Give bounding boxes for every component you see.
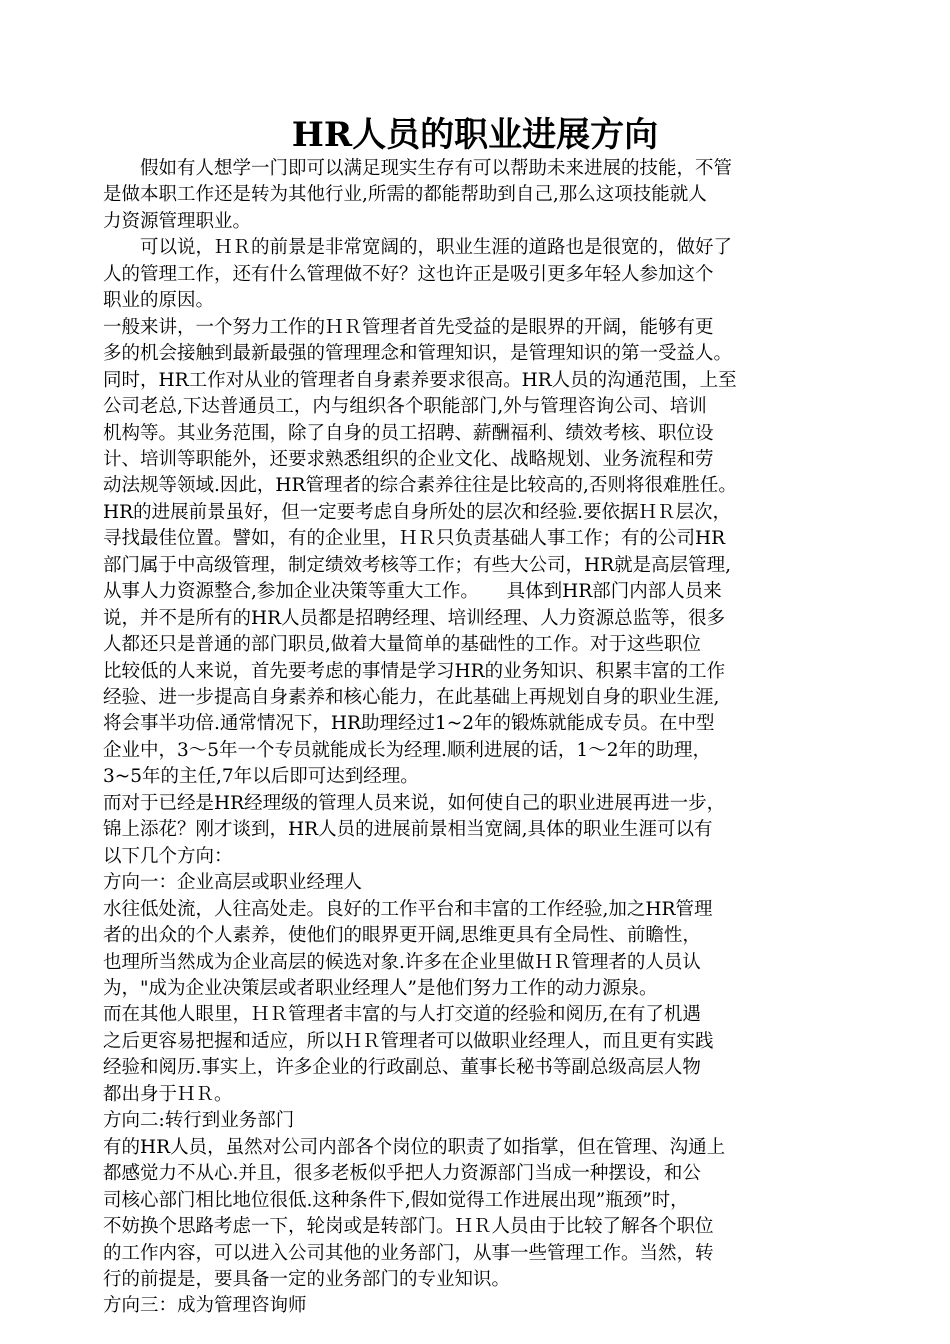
text-line: 水往低处流，人往高处走。良好的工作平台和丰富的工作经验,加之HR管理	[103, 898, 713, 920]
text-line: 人都还只是普通的部门职员,做着大量简单的基础性的工作。对于这些职位	[103, 634, 701, 656]
text-line: 方向二:转行到业务部门	[103, 1110, 295, 1132]
text-line: 比较低的人来说，首先要考虑的事情是学习HR的业务知识、积累丰富的工作	[103, 660, 726, 682]
text-line: 寻找最佳位置。譬如，有的企业里，ＨＲ只负责基础人事工作；有的公司HR	[103, 528, 726, 550]
text-line: 企业中，3～5年一个专员就能成长为经理.顺利进展的话，1～2年的助理，	[103, 739, 711, 761]
text-line: 一般来讲，一个努力工作的ＨＲ管理者首先受益的是眼界的开阔，能够有更	[103, 316, 714, 338]
text-line: 将会事半功倍.通常情况下，HR助理经过1~2年的锻炼就能成专员。在中型	[103, 713, 715, 735]
text-line: 都感觉力不从心.并且，很多老板似乎把人力资源部门当成一种摆设，和公	[103, 1163, 701, 1185]
text-line: 之后更容易把握和适应，所以ＨＲ管理者可以做职业经理人，而且更有实践	[103, 1030, 714, 1052]
text-line: 计、培训等职能外，还要求熟悉组织的企业文化、战略规划、业务流程和劳	[103, 448, 714, 470]
text-line: 不妨换个思路考虑一下，轮岗或是转部门。ＨＲ人员由于比较了解各个职位	[103, 1216, 714, 1237]
text-line: 说，并不是所有的HR人员都是招聘经理、培训经理、人力资源总监等，很多	[103, 607, 726, 629]
text-line: 有的HR人员，虽然对公司内部各个岗位的职责了如指掌，但在管理、沟通上	[103, 1136, 726, 1158]
text-line: 职业的原因。	[103, 290, 215, 312]
text-line: 司核心部门相比地位很低.这种条件下,假如觉得工作进展出现”瓶颈”时，	[103, 1189, 689, 1211]
text-line: 动法规等领域.因此，HR管理者的综合素养往往是比较高的,否则将很难胜任。	[103, 475, 737, 497]
text-line: 人的管理工作，还有什么管理做不好？这也许正是吸引更多年轻人参加这个	[103, 263, 714, 285]
text-line: 的工作内容，可以进入公司其他的业务部门，从事一些管理工作。当然，转	[103, 1242, 714, 1264]
text-line: 都出身于ＨＲ。	[103, 1083, 233, 1105]
text-line: 锦上添花？刚才谈到，HR人员的进展前景相当宽阔,具体的职业生涯可以有	[103, 819, 713, 841]
text-line: 从事人力资源整合,参加企业决策等重大工作。 具体到HR部门内部人员来	[103, 581, 722, 603]
text-line: 方向三：成为管理咨询师	[103, 1295, 307, 1317]
text-line: HR的进展前景虽好，但一定要考虑自身所处的层次和经验.要依据ＨＲ层次，	[103, 501, 731, 523]
text-line: 经验和阅历.事实上，许多企业的行政副总、董事长秘书等副总级高层人物	[103, 1057, 701, 1079]
text-line: 经验、进一步提高自身素养和核心能力，在此基础上再规划自身的职业生涯,	[103, 687, 720, 708]
text-line: 公司老总,下达普通员工，内与组织各个职能部门,外与管理咨询公司、培训	[103, 396, 707, 417]
text-line: 机构等。其业务范围，除了自身的员工招聘、薪酬福利、绩效考核、职位设	[103, 422, 714, 444]
text-line: 假如有人想学一门即可以满足现实生存有可以帮助未来进展的技能，不管	[103, 158, 733, 179]
text-line: 方向一：企业高层或职业经理人	[103, 872, 363, 894]
text-line: 可以说，ＨＲ的前景是非常宽阔的，职业生涯的道路也是很宽的，做好了	[103, 237, 733, 259]
text-line: 力资源管理职业。	[103, 210, 252, 232]
document-title: HR人员的职业进展方向	[291, 115, 659, 155]
text-line: 同时，HR工作对从业的管理者自身素养要求很高。HR人员的沟通范围，上至	[103, 369, 737, 391]
text-line: 行的前提是，要具备一定的业务部门的专业知识。	[103, 1268, 511, 1290]
text-line: 以下几个方向：	[103, 845, 233, 867]
text-line: 也理所当然成为企业高层的候选对象.许多在企业里做ＨＲ管理者的人员认	[103, 951, 701, 973]
text-line: 多的机会接触到最新最强的管理理念和管理知识，是管理知识的第一受益人。	[103, 343, 733, 365]
text-line: 为，"成为企业决策层或者职业经理人”是他们努力工作的动力源泉。	[103, 977, 658, 999]
text-line: 3~5年的主任,7年以后即可达到经理。	[103, 766, 419, 788]
text-line: 部门属于中高级管理，制定绩效考核等工作；有些大公司，HR就是高层管理,	[103, 554, 731, 576]
text-line: 是做本职工作还是转为其他行业,所需的都能帮助到自己,那么这项技能就人	[103, 184, 707, 206]
text-line: 而在其他人眼里，ＨＲ管理者丰富的与人打交道的经验和阅历,在有了机遇	[103, 1004, 701, 1026]
text-line: 者的出众的个人素养，使他们的眼界更开阔,思维更具有全局性、前瞻性，	[103, 925, 701, 946]
text-line: 而对于已经是HR经理级的管理人员来说，如何使自己的职业进展再进一步，	[103, 792, 726, 814]
